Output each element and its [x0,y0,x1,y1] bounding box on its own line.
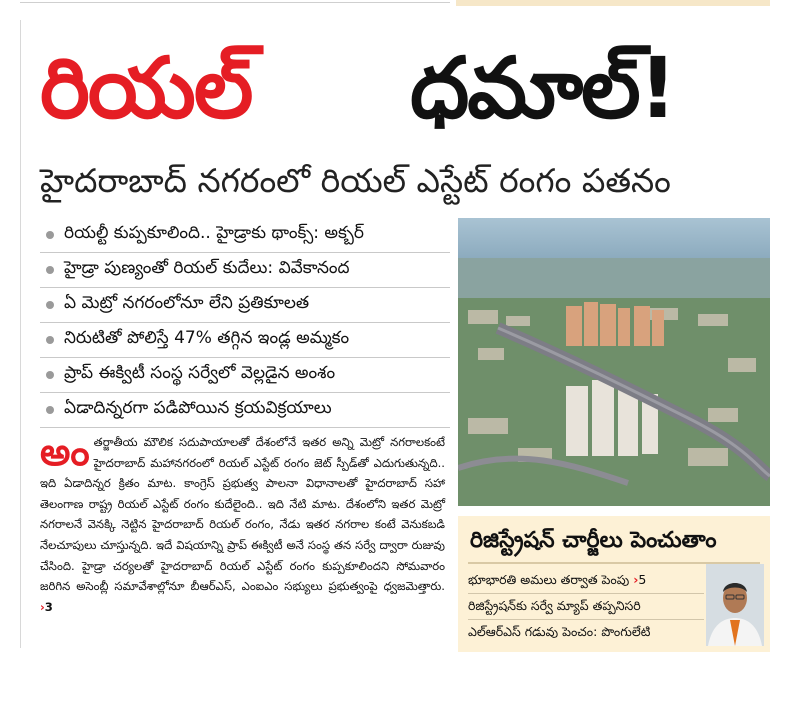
sidebar-item-text: రిజిస్ట్రేషన్‌కు సర్వే మ్యాప్ తప్పనిసరి [468,598,641,613]
bullet-item [40,393,450,428]
left-column-rule [20,20,21,648]
bullet-item [40,253,450,288]
bullet-icon [46,336,54,344]
bullet-text: ఏ మెట్రో నగరంలోనూ లేని ప్రతికూలత [64,293,310,313]
headline [40,28,780,148]
sidebar-title: రిజిస్ట్రేషన్ చార్జీలు పెంచుతాం [470,528,717,553]
bullet-text: నిరుటితో పోలిస్తే 47% తగ్గిన ఇండ్ల అమ్మకం [64,328,350,348]
page-ref-arrow-icon: › [633,572,639,587]
sidebar-item-text: ఎల్ఆర్ఎస్ గడువు పెంచం: పొంగులేటి [468,624,651,639]
headline-black-word: ధమాల్! [410,39,676,137]
drop-cap: అం [40,430,90,474]
sidebar-item [468,596,641,616]
bullet-icon [46,231,54,239]
bullet-item [40,358,450,393]
continued-page-number: 3 [44,599,53,614]
sidebar-box [458,516,770,652]
article-body-text: తర్జాతీయ మౌలిక సదుపాయాలతో దేశంలోనే ఇతర అన్ని మెట్రో నగరాలకంటే హైదరాబాద్ మహానగరంలో రియల్ ఎస్టేట్ రంగం జెట్ స్పీడ్‌తో ఎదుగుతున్నది.. ఇది ఏడాదిన్నర క్రితం మాట. కాంగ్రెస్ ప్రభుత్వ పాలనా విధానాలతో హైదరాబాద్ సహా తెలంగాణ రాష్ట్ర రియల్ ఎస్టేట్ రంగం కుదేలైంది.. ఇది నేటి మాట. దేశంలోని ఇతర మెట్రో నగరాలనే వెనక్కి నెట్టిన హైదరాబాద్ రియల్ రంగం, నేడు ఇతర నగరాల కంటే వెనుకబడి నేలచూపులు చూస్తున్నది. ఇదే విషయాన్ని ప్రాప్ ఈక్విటీ అనే సంస్థ తన సర్వే ద్వారా రుజువు చేసింది. హైడ్రా చర్యలతో హైదరాబాద్ రియల్ ఎస్టేట్ రంగం కుప్పకూలిందని సోమవారం జరిగిన అసెంబ్లీ సమావేశాల్లోనూ బీఆర్ఎస్, ఎంఐఎం సభ్యులు ప్రభుత్వంపై ధ్వజమెత్తారు. [40,435,446,594]
bullet-list [40,218,450,428]
bullet-text: రియల్టీ కుప్పకూలింది.. హైడ్రాకు థాంక్స్: అక్బర్ [64,223,365,243]
bullet-item [40,218,450,253]
subheadline: హైదరాబాద్ నగరంలో రియల్ ఎస్టేట్ రంగం పతనం [40,161,671,200]
bullet-icon [46,301,54,309]
headline-red-word: రియల్ [40,39,252,137]
top-section-tab [456,0,770,6]
bullet-text: హైడ్రా పుణ్యంతో రియల్ కుదేలు: వివేకానంద [64,258,350,278]
top-rule [20,2,450,3]
bullet-icon [46,406,54,414]
sidebar-item-text: భూభారతి అమలు తర్వాత పెంపు [468,572,630,587]
bullet-icon [46,371,54,379]
portrait-photo [706,564,764,646]
bullet-icon [46,266,54,274]
sidebar-item [468,622,650,642]
article-body [40,432,445,617]
city-aerial-photo [458,218,770,506]
sidebar-item-page: 5 [638,572,647,587]
continued-arrow-icon: › [40,599,45,614]
bullet-item [40,323,450,358]
sidebar-item [468,570,646,590]
bullet-item [40,288,450,323]
sidebar-divider [468,593,704,594]
bullet-text: ఏడాదిన్నరగా పడిపోయిన క్రయవిక్రయాలు [64,398,332,418]
bullet-text: ప్రాప్ ఈక్విటీ సంస్థ సర్వేలో వెల్లడైన అంశం [64,363,336,383]
sidebar-divider [468,619,704,620]
